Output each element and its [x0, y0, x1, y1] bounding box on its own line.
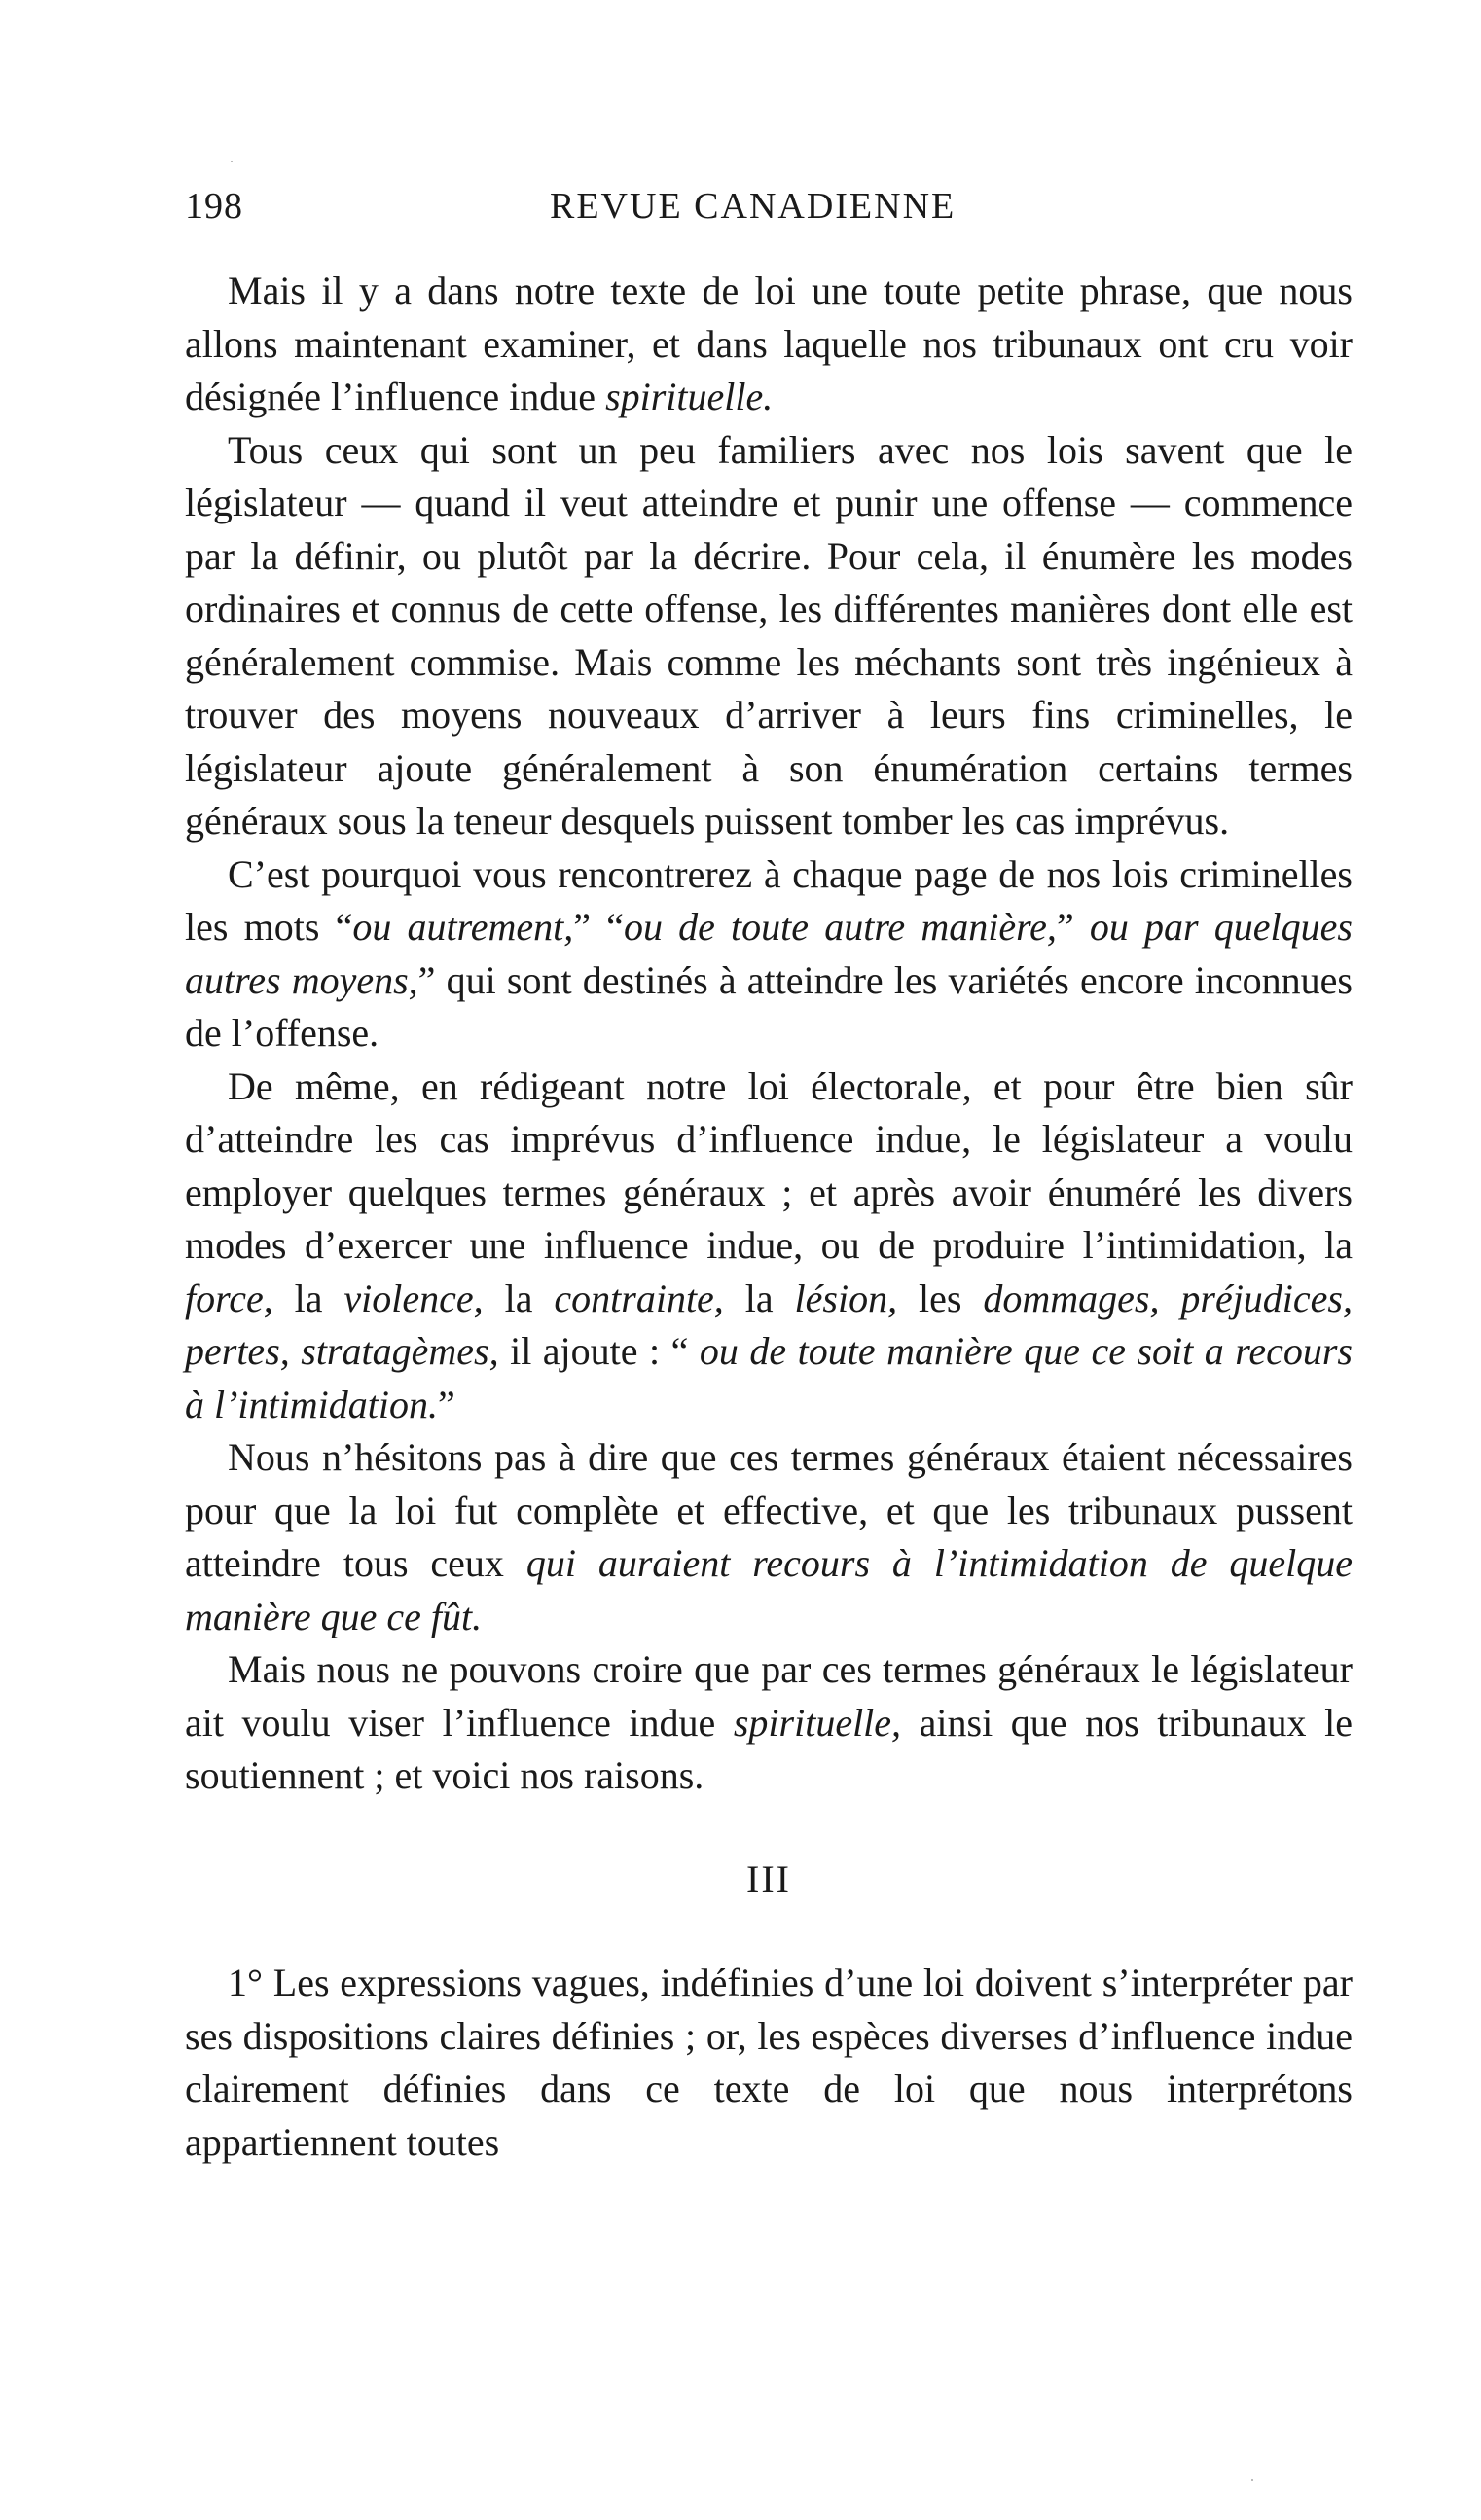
italic-text: contrainte,	[554, 1276, 724, 1320]
paper-speck	[231, 161, 233, 162]
paragraph	[185, 1061, 1353, 1432]
paper-speck	[1251, 2479, 1253, 2481]
text-run: ” “	[573, 905, 624, 949]
italic-text: force,	[185, 1276, 273, 1320]
italic-text: spirituelle,	[733, 1700, 902, 1745]
paragraph	[185, 265, 1353, 424]
italic-text: spirituelle.	[605, 375, 774, 418]
text-run: ”	[438, 1382, 455, 1426]
body-text	[185, 265, 1353, 2169]
italic-text: qui auraient recours à l’intimidation de quelque manière que ce fût.	[185, 1541, 1354, 1638]
text-run: De même, en rédigeant notre loi électorale, et pour être bien sûr d’atteindre les cas imprévus d’influence indue, le législateur a voulu employer quelques termes généraux ; et après avoir énuméré les divers modes d’exercer une influence indue, ou de produire l’intimidation, la	[185, 1063, 1353, 1267]
italic-text: ou par quelques autres moyens,	[185, 905, 1353, 1002]
text-run: Tous ceux qui sont un peu familiers avec nos lois savent que le législateur — quand il veut atteindre et punir une offense — commence par la définir, ou plutôt par la décrire. Pour cela, il énumère les modes ordinaires et connus de cette offense, les différentes manières dont elle est généralement commise. Mais comme les méchants sont très ingénieux à trouver des moyens nouveaux d’arriver à leurs fins criminelles, le législateur ajoute généralement à son énumération certains termes généraux sous la teneur desquels puissent tomber les cas imprévus.	[185, 427, 1353, 843]
text-run: ” qui sont destinés à atteindre les variétés encore inconnues de l’offense.	[185, 957, 1353, 1055]
text-run: la	[723, 1276, 795, 1320]
text-run: Nous n’hésitons pas à dire que ces termes généraux étaient nécessaires pour que la loi fut complète et effective, et que les tribunaux pussent atteindre tous ceux	[185, 1435, 1353, 1585]
italic-text: ou de toute autre manière,	[623, 905, 1057, 949]
page-number: 198	[185, 186, 243, 227]
running-head	[185, 185, 1353, 243]
paragraph	[185, 424, 1353, 848]
paragraphs-after-section	[185, 1957, 1353, 2169]
paragraphs-before-section	[185, 265, 1353, 1803]
paragraph	[185, 1643, 1353, 1803]
paragraph	[185, 1957, 1353, 2169]
paragraph	[185, 848, 1353, 1061]
italic-text: violence,	[343, 1276, 484, 1320]
section-number: III	[746, 1856, 791, 1901]
italic-text: ou de toute manière que ce soit a recours à l’intimidation.	[185, 1329, 1353, 1426]
italic-text: lésion,	[794, 1276, 898, 1320]
text-run: Mais nous ne pouvons croire que par ces termes généraux le législateur ait voulu viser l’influence indue	[185, 1647, 1353, 1745]
italic-text: dommages, préjudices, pertes, stratagèmes,	[185, 1276, 1353, 1373]
text-run: il ajoute : “	[498, 1329, 700, 1373]
italic-text: ou autrement,	[352, 905, 574, 949]
text-run: ainsi que nos tribunaux le soutiennent ; et voici nos raisons.	[185, 1700, 1353, 1797]
text-run: 1° Les expressions vagues, indéfinies d’une loi doivent s’interpréter par ses dispositions claires définies ; or, les espèces diverses d’influence indue clairement définies dans ce texte de loi que nous interprétons appartiennent toutes	[185, 1961, 1353, 2164]
text-run: ”	[1056, 905, 1090, 949]
text-run: la	[272, 1276, 344, 1320]
paragraph	[185, 1431, 1353, 1643]
journal-title: REVUE CANADIENNE	[550, 186, 957, 227]
text-run: C’est pourquoi vous rencontrerez à chaque page de nos lois criminelles les mots “	[185, 851, 1353, 949]
text-run: Mais il y a dans notre texte de loi une toute petite phrase, que nous allons maintenant examiner, et dans laquelle nos tribunaux ont cru voir désignée l’influence indue	[185, 269, 1353, 418]
text-run: la	[483, 1276, 555, 1320]
text-run: les	[897, 1276, 984, 1320]
